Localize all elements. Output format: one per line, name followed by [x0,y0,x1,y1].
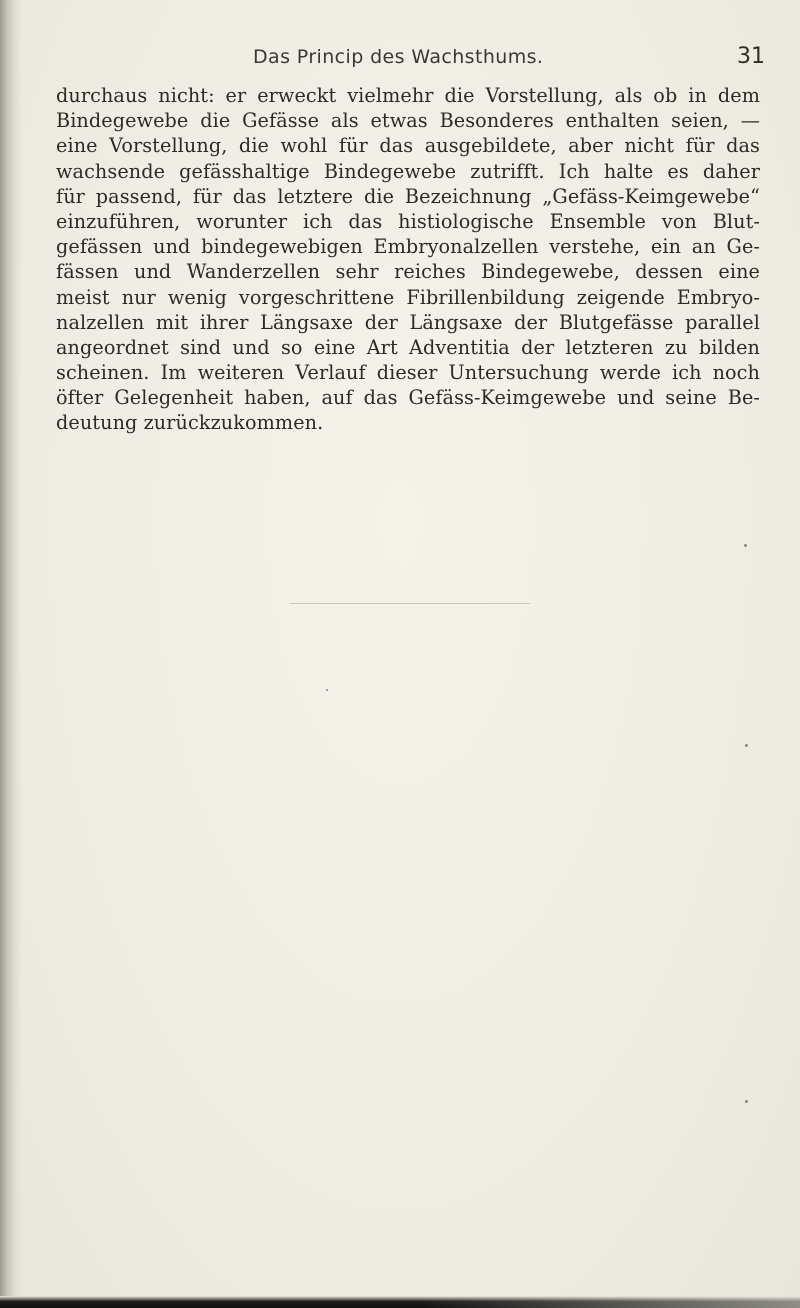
text-line: gefässen und bindegewebigen Embryonalzellen verstehe, ein an Ge- [56,235,760,259]
page-bottom-edge-fade [420,1296,800,1308]
paper-speck [744,544,747,547]
paper-speck [745,744,748,747]
page-number: 31 [737,44,765,69]
spine-shadow [0,0,22,1308]
text-line: wachsende gefässhaltige Bindegewebe zutrifft. Ich halte es daher [56,159,760,183]
paper-speck [745,1100,748,1103]
paper-speck [326,689,328,691]
running-title: Das Princip des Wachsthums. [253,46,544,68]
text-line: für passend, für das letztere die Bezeichnung „Gefäss-Keimgewebe“ [56,184,760,208]
text-line: fässen und Wanderzellen sehr reiches Bindegewebe, dessen eine [56,260,760,284]
text-line: öfter Gelegenheit haben, auf das Gefäss-Keimgewebe und seine Be- [56,386,760,410]
text-line: Bindegewebe die Gefässe als etwas Besonderes enthalten seien, — [56,109,760,133]
text-line: einzuführen, worunter ich das histiologische Ensemble von Blut- [56,209,760,233]
text-line: eine Vorstellung, die wohl für das ausgebildete, aber nicht für das [56,134,760,158]
body-paragraph [56,83,760,436]
text-line: scheinen. Im weiteren Verlauf dieser Untersuchung werde ich noch [56,361,760,385]
text-line: deutung zurückzukommen. [56,411,324,435]
running-head [0,44,800,74]
text-line: durchaus nicht: er erweckt vielmehr die Vorstellung, als ob in dem [56,84,760,107]
text-line: angeordnet sind und so eine Art Adventitia der letzteren zu bilden [56,335,760,359]
section-divider [290,603,530,604]
text-line: nalzellen mit ihrer Längsaxe der Längsaxe der Blutgefässe parallel [56,310,760,334]
text-line: meist nur wenig vorgeschrittene Fibrillenbildung zeigende Embryo- [56,285,760,309]
